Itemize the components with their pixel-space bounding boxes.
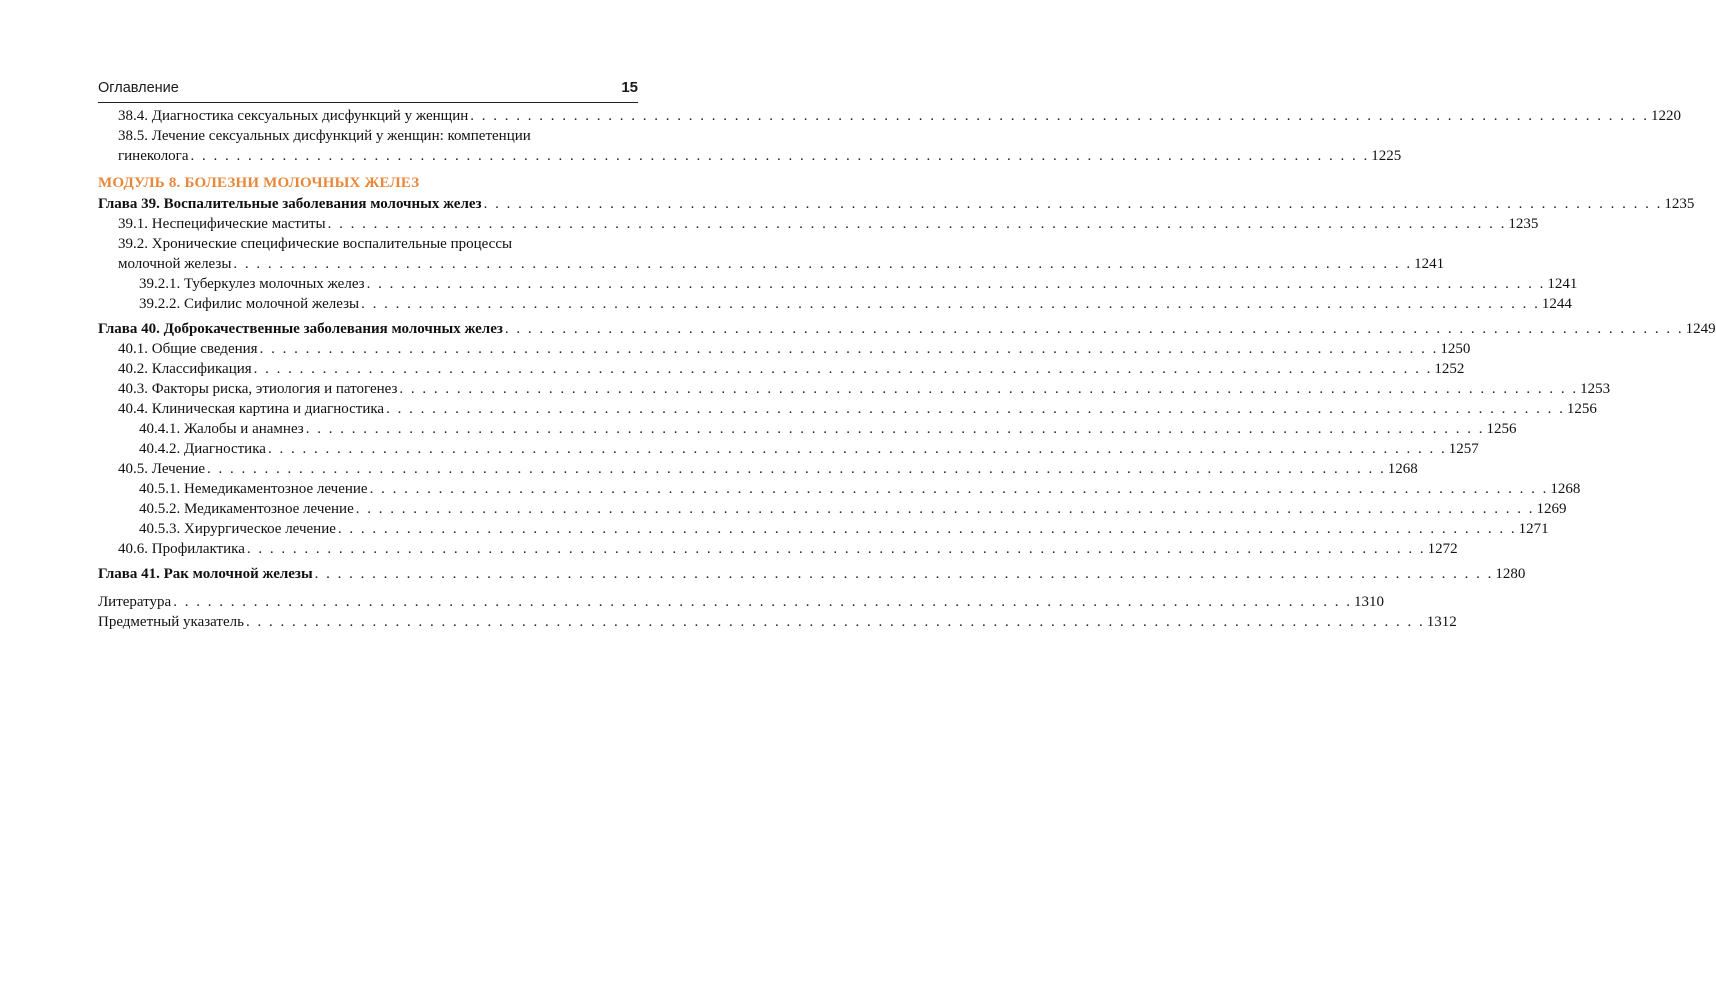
header-title: Оглавление — [98, 80, 179, 96]
toc-entry-page: 1272 — [1427, 541, 1458, 557]
toc-entry-title: 40.6. Профилактика — [118, 541, 245, 557]
toc-entry-title-line2: молочной железы — [118, 256, 232, 272]
toc-entry-39-2-1[interactable] — [98, 274, 1578, 294]
toc-chapter-page: 1249 — [1685, 321, 1716, 337]
toc-leader: . . . . . . . . . . . . . . . . . . . . . . . . . . . . . . . . . . . . . . . . . . . . . . . . . . . . . . . . . . . . . . . . . . . . . . . . . . . . . . . . . . . . . . . . . . . . . . . . . . . . . . . — [483, 196, 1663, 212]
toc-entry-40-4[interactable] — [98, 399, 1597, 419]
toc-entry-page: 1257 — [1448, 441, 1479, 457]
toc-entry-40-5-2[interactable] — [98, 499, 1567, 519]
toc-entry-40-4-2[interactable] — [98, 439, 1479, 459]
toc-entry-page: 1220 — [1651, 108, 1682, 124]
toc-entry-40-5[interactable] — [98, 459, 1418, 479]
toc-leader: . . . . . . . . . . . . . . . . . . . . . . . . . . . . . . . . . . . . . . . . . . . . . . . . . . . . . . . . . . . . . . . . . . . . . . . . . . . . . . . . . . . . . . . . . . . . . . . . . . . . . . . — [314, 566, 1494, 582]
toc-entry-title: 40.4. Клиническая картина и диагностика — [118, 401, 385, 417]
toc-chapter-title: Глава 40. Доброкачественные заболевания молочных желез — [98, 321, 503, 337]
toc-leader: . . . . . . . . . . . . . . . . . . . . . . . . . . . . . . . . . . . . . . . . . . . . . . . . . . . . . . . . . . . . . . . . . . . . . . . . . . . . . . . . . . . . . . . . . . . . . . . . . . . . . . . — [366, 276, 1546, 292]
toc-entry-title: 39.2.2. Сифилис молочной железы — [139, 296, 360, 312]
toc-entry-title: 39.2.1. Туберкулез молочных желез — [139, 276, 365, 292]
toc-entry-title: 40.5. Лечение — [118, 461, 206, 477]
toc-entry-title: 40.3. Факторы риска, этиология и патогенез — [118, 381, 398, 397]
toc-chapter-41[interactable] — [98, 564, 1526, 584]
toc-entry-page: 1250 — [1440, 341, 1471, 357]
toc-leader: . . . . . . . . . . . . . . . . . . . . . . . . . . . . . . . . . . . . . . . . . . . . . . . . . . . . . . . . . . . . . . . . . . . . . . . . . . . . . . . . . . . . . . . . . . . . . . . . . . . . . . . — [361, 296, 1540, 312]
toc-chapter-page: 1280 — [1495, 566, 1526, 582]
toc-entry-39-2[interactable] — [98, 234, 1445, 274]
toc-entry-title: 40.5.3. Хирургическое лечение — [139, 521, 336, 537]
toc-leader: . . . . . . . . . . . . . . . . . . . . . . . . . . . . . . . . . . . . . . . . . . . . . . . . . . . . . . . . . . . . . . . . . . . . . . . . . . . . . . . . . . . . . . . . . . . . . . . . . . . . . . . — [386, 401, 1565, 417]
toc-chapter-40[interactable] — [98, 319, 1716, 339]
toc-entry-page: 1268 — [1387, 461, 1418, 477]
toc-entry-title: 40.4.1. Жалобы и анамнез — [139, 421, 304, 437]
toc-entry-39-2-2[interactable] — [98, 294, 1572, 314]
toc-entry-40-4-1[interactable] — [98, 419, 1517, 439]
toc-chapter-title: Глава 39. Воспалительные заболевания молочных желез — [98, 196, 482, 212]
toc-entry-page: 1244 — [1541, 296, 1572, 312]
toc-entry-title: Литература — [98, 594, 172, 610]
toc-leader: . . . . . . . . . . . . . . . . . . . . . . . . . . . . . . . . . . . . . . . . . . . . . . . . . . . . . . . . . . . . . . . . . . . . . . . . . . . . . . . . . . . . . . . . . . . . . . . . . . . . . . . — [337, 521, 1517, 537]
module-heading: МОДУЛЬ 8. БОЛЕЗНИ МОЛОЧНЫХ ЖЕЛЕЗ — [98, 175, 420, 191]
toc-entry-page: 1312 — [1426, 614, 1457, 630]
toc-entry-title: 40.5.2. Медикаментозное лечение — [139, 501, 354, 517]
toc-entry-40-3[interactable] — [98, 379, 1611, 399]
toc-entry-page: 1235 — [1508, 216, 1539, 232]
toc-leader: . . . . . . . . . . . . . . . . . . . . . . . . . . . . . . . . . . . . . . . . . . . . . . . . . . . . . . . . . . . . . . . . . . . . . . . . . . . . . . . . . . . . . . . . . . . . . . . . . . . . . . . — [369, 481, 1549, 497]
toc-entry-title: 39.1. Неспецифические маститы — [118, 216, 326, 232]
toc-entry-title: 40.4.2. Диагностика — [139, 441, 266, 457]
running-header — [98, 78, 638, 103]
toc-entry-40-2[interactable] — [98, 359, 1465, 379]
toc-leader: . . . . . . . . . . . . . . . . . . . . . . . . . . . . . . . . . . . . . . . . . . . . . . . . . . . . . . . . . . . . . . . . . . . . . . . . . . . . . . . . . . . . . . . . . . . . . . . . . . . . . . . — [305, 421, 1485, 437]
toc-entry-40-5-3[interactable] — [98, 519, 1549, 539]
toc-entry-page: 1310 — [1353, 594, 1384, 610]
toc-entry-title-line2: гинеколога — [118, 148, 189, 164]
toc-entry-page: 1268 — [1550, 481, 1581, 497]
toc-entry-page: 1225 — [1371, 148, 1402, 164]
toc-entry-title: 40.5.1. Немедикаментозное лечение — [139, 481, 368, 497]
toc-entry-title-line1: 39.2. Хронические специфические воспалительные процессы — [118, 236, 513, 252]
toc-leader: . . . . . . . . . . . . . . . . . . . . . . . . . . . . . . . . . . . . . . . . . . . . . . . . . . . . . . . . . . . . . . . . . . . . . . . . . . . . . . . . . . . . . . . . . . . . . . . . . . . . . . . — [259, 341, 1439, 357]
toc-entry-page: 1269 — [1536, 501, 1567, 517]
toc-entry-page: 1256 — [1566, 401, 1597, 417]
toc-entry-40-1[interactable] — [98, 339, 1471, 359]
toc-leader: . . . . . . . . . . . . . . . . . . . . . . . . . . . . . . . . . . . . . . . . . . . . . . . . . . . . . . . . . . . . . . . . . . . . . . . . . . . . . . . . . . . . . . . . . . . . . . . . . . . . . . . — [504, 321, 1684, 337]
toc-entry-40-6[interactable] — [98, 539, 1458, 559]
toc-entry-40-5-1[interactable] — [98, 479, 1581, 499]
toc-entry-page: 1271 — [1518, 521, 1549, 537]
toc-chapter-page: 1235 — [1664, 196, 1695, 212]
toc-entry-title: Предметный указатель — [98, 614, 244, 630]
toc-leader: . . . . . . . . . . . . . . . . . . . . . . . . . . . . . . . . . . . . . . . . . . . . . . . . . . . . . . . . . . . . . . . . . . . . . . . . . . . . . . . . . . . . . . . . . . . . . . . . . . . . . . . — [355, 501, 1535, 517]
toc-entry-page: 1241 — [1547, 276, 1578, 292]
toc-entry-page: 1256 — [1486, 421, 1517, 437]
toc-entry-38-4[interactable] — [98, 106, 1682, 126]
toc-leader: . . . . . . . . . . . . . . . . . . . . . . . . . . . . . . . . . . . . . . . . . . . . . . . . . . . . . . . . . . . . . . . . . . . . . . . . . . . . . . . . . . . . . . . . . . . . . . . . . . . . . . . — [399, 381, 1579, 397]
header-page-number: 15 — [621, 79, 638, 96]
toc-leader: . . . . . . . . . . . . . . . . . . . . . . . . . . . . . . . . . . . . . . . . . . . . . . . . . . . . . . . . . . . . . . . . . . . . . . . . . . . . . . . . . . . . . . . . . . . . . . . . . . . . . . . — [253, 361, 1433, 377]
toc-entry-subject-index[interactable] — [98, 612, 1457, 632]
toc-entry-38-5[interactable] — [98, 126, 1402, 166]
table-of-contents — [98, 106, 1716, 632]
toc-entry-page: 1241 — [1414, 256, 1445, 272]
toc-leader: . . . . . . . . . . . . . . . . . . . . . . . . . . . . . . . . . . . . . . . . . . . . . . . . . . . . . . . . . . . . . . . . . . . . . . . . . . . . . . . . . . . . . . . . . . . . . . . . . . . . . . . — [173, 594, 1352, 610]
toc-chapter-title: Глава 41. Рак молочной железы — [98, 566, 313, 582]
toc-entry-title-line1: 38.5. Лечение сексуальных дисфункций у женщин: компетенции — [118, 128, 531, 144]
toc-entry-39-1[interactable] — [98, 214, 1539, 234]
toc-entry-page: 1253 — [1580, 381, 1611, 397]
toc-leader: . . . . . . . . . . . . . . . . . . . . . . . . . . . . . . . . . . . . . . . . . . . . . . . . . . . . . . . . . . . . . . . . . . . . . . . . . . . . . . . . . . . . . . . . . . . . . . . . . . . . . . . — [190, 148, 1370, 164]
toc-entry-literature[interactable] — [98, 592, 1384, 612]
toc-entry-title: 40.2. Классификация — [118, 361, 252, 377]
toc-leader: . . . . . . . . . . . . . . . . . . . . . . . . . . . . . . . . . . . . . . . . . . . . . . . . . . . . . . . . . . . . . . . . . . . . . . . . . . . . . . . . . . . . . . . . . . . . . . . . . . . . . . . — [470, 108, 1650, 124]
toc-leader: . . . . . . . . . . . . . . . . . . . . . . . . . . . . . . . . . . . . . . . . . . . . . . . . . . . . . . . . . . . . . . . . . . . . . . . . . . . . . . . . . . . . . . . . . . . . . . . . . . . . . . . — [207, 461, 1386, 477]
toc-leader: . . . . . . . . . . . . . . . . . . . . . . . . . . . . . . . . . . . . . . . . . . . . . . . . . . . . . . . . . . . . . . . . . . . . . . . . . . . . . . . . . . . . . . . . . . . . . . . . . . . . . . . — [327, 216, 1507, 232]
toc-entry-page: 1252 — [1434, 361, 1465, 377]
toc-leader: . . . . . . . . . . . . . . . . . . . . . . . . . . . . . . . . . . . . . . . . . . . . . . . . . . . . . . . . . . . . . . . . . . . . . . . . . . . . . . . . . . . . . . . . . . . . . . . . . . . . . . . — [245, 614, 1425, 630]
toc-chapter-39[interactable] — [98, 194, 1695, 214]
toc-entry-title: 40.1. Общие сведения — [118, 341, 258, 357]
toc-leader: . . . . . . . . . . . . . . . . . . . . . . . . . . . . . . . . . . . . . . . . . . . . . . . . . . . . . . . . . . . . . . . . . . . . . . . . . . . . . . . . . . . . . . . . . . . . . . . . . . . . . . . — [233, 256, 1413, 272]
toc-leader: . . . . . . . . . . . . . . . . . . . . . . . . . . . . . . . . . . . . . . . . . . . . . . . . . . . . . . . . . . . . . . . . . . . . . . . . . . . . . . . . . . . . . . . . . . . . . . . . . . . . . . . — [267, 441, 1447, 457]
toc-leader: . . . . . . . . . . . . . . . . . . . . . . . . . . . . . . . . . . . . . . . . . . . . . . . . . . . . . . . . . . . . . . . . . . . . . . . . . . . . . . . . . . . . . . . . . . . . . . . . . . . . . . . — [246, 541, 1426, 557]
toc-entry-title: 38.4. Диагностика сексуальных дисфункций у женщин — [118, 108, 469, 124]
